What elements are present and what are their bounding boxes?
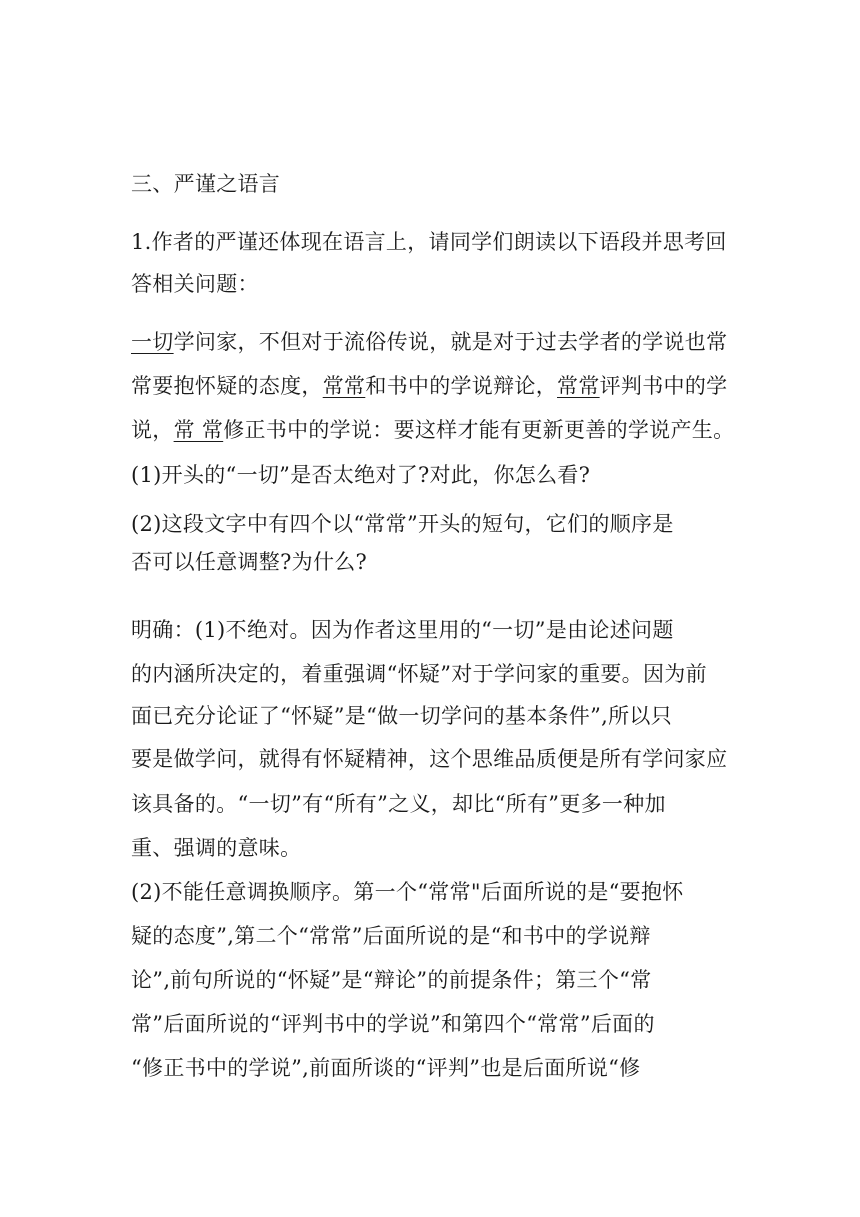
quote-line-1 <box>131 326 727 358</box>
quote-line-3 <box>131 414 734 446</box>
answer-2-line-5: “修正书中的学说”,前面所谈的“评判”也是后面所说“修 <box>131 1056 641 1080</box>
question-1-line-2: 答相关问题： <box>131 272 259 296</box>
answer-1-line-5: 该具备的。“一切”有“所有”之义，却比“所有”更多一种加 <box>131 792 666 816</box>
sub-question-2-line-1: (2)这段文字中有四个以“常常”开头的短句，它们的顺序是 <box>131 512 674 536</box>
underlined-term: 一切 <box>131 330 174 354</box>
quote-text: 和书中的学说辩论， <box>365 374 558 398</box>
quote-text: 评判书中的学 <box>599 374 728 398</box>
answer-1-line-3: 面已充分论证了“怀疑”是“做一切学问的基本条件”,所以只 <box>131 704 673 728</box>
sub-question-1: (1)开头的“一切”是否太绝对了?对此，你怎么看? <box>131 463 591 487</box>
underlined-term: 常 常 <box>173 418 224 442</box>
question-1-line-1: 1.作者的严谨还体现在语言上，请同学们朗读以下语段并思考回 <box>131 230 727 254</box>
section-heading: 三、严谨之语言 <box>131 172 281 196</box>
answer-2-line-1: (2)不能任意调换顺序。第一个“常常"后面所说的是“要抱怀 <box>131 880 684 904</box>
quote-text: 常要抱怀疑的态度， <box>131 374 323 398</box>
underlined-term: 常常 <box>557 374 600 398</box>
answer-2-line-2: 疑的态度”,第二个“常常”后面所说的是“和书中的学说辩 <box>131 924 651 948</box>
answer-1-line-1: 明确：(1)不绝对。因为作者这里用的“一切”是由论述问题 <box>131 618 674 642</box>
underlined-term: 常常 <box>322 374 366 398</box>
answer-2-line-3: 论”,前句所说的“怀疑”是“辩论”的前提条件；第三个“常 <box>131 968 652 992</box>
quote-text: 说， <box>131 418 174 442</box>
quote-line-2 <box>131 370 727 402</box>
quote-text: 学问家，不但对于流俗传说，就是对于过去学者的学说也常 <box>173 330 728 354</box>
quote-text: 修正书中的学说：要这样才能有更新更善的学说产生。 <box>223 418 735 442</box>
answer-1-line-4: 要是做学问，就得有怀疑精神，这个思维品质便是所有学问家应 <box>131 747 728 771</box>
answer-2-line-4: 常”后面所说的“评判书中的学说”和第四个“常常”后面的 <box>131 1012 655 1036</box>
answer-1-line-6: 重、强调的意味。 <box>131 836 302 860</box>
answer-1-line-2: 的内涵所决定的，着重强调“怀疑”对于学问家的重要。因为前 <box>131 662 707 686</box>
sub-question-2-line-2: 否可以任意调整?为什么? <box>131 550 368 574</box>
